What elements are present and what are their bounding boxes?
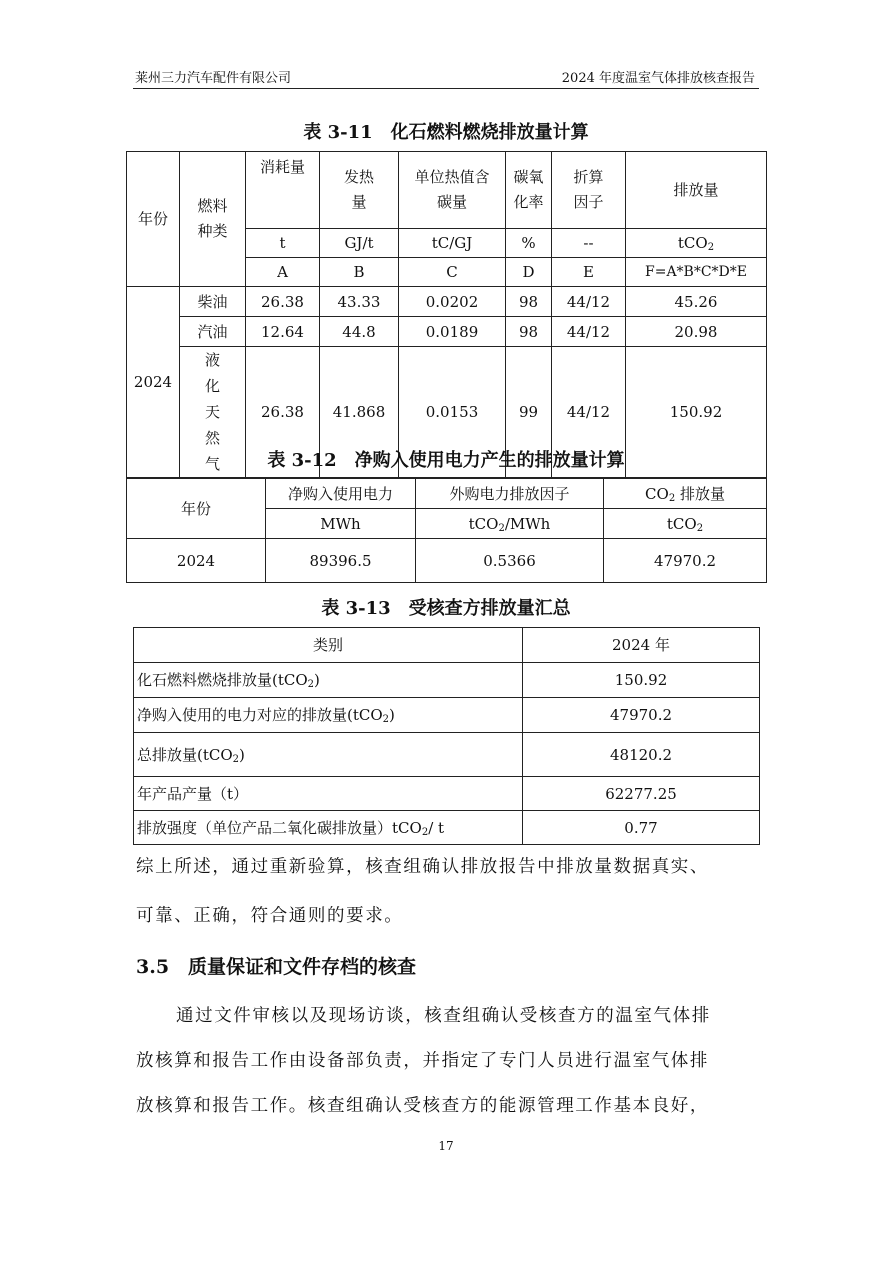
formula-letter: D: [506, 258, 552, 287]
body-line-3: 放核算和报告工作。核查组确认受核查方的能源管理工作基本良好，: [136, 1096, 709, 1116]
carbon-value: 0.0202: [399, 287, 506, 317]
header-category: 类别: [134, 628, 523, 663]
summary-value: 47970.2: [523, 698, 760, 733]
summary-label: 排放强度（单位产品二氧化碳排放量）tCO$_2$/ t: [134, 811, 523, 845]
unit-cell: tCO$_2$/MWh: [416, 509, 604, 539]
unit-cell: --: [552, 229, 626, 258]
table-row: [127, 539, 767, 583]
factor-value: 44/12: [552, 317, 626, 347]
consumption-value: 26.38: [246, 287, 320, 317]
summary-value: 48120.2: [523, 733, 760, 777]
header-report-title: 2024 年度温室气体排放核查报告: [561, 71, 755, 86]
conclusion-line-1: 综上所述，通过重新验算，核查组确认排放报告中排放量数据真实、: [136, 857, 709, 877]
unit-cell: tCO$_2$: [626, 229, 767, 258]
summary-label: 净购入使用的电力对应的排放量(tCO$_2$): [134, 698, 523, 733]
emission-value: 20.98: [626, 317, 767, 347]
summary-value: 0.77: [523, 811, 760, 845]
table-row: [134, 811, 760, 845]
fossil-fuel-table: [126, 151, 767, 478]
heat-value: 43.33: [320, 287, 399, 317]
power-value: 89396.5: [266, 539, 416, 583]
unit-cell: GJ/t: [320, 229, 399, 258]
factor-value: 0.5366: [416, 539, 604, 583]
header-co2-emission: $CO_2$ 排放量: [604, 479, 767, 509]
page-number: 17: [438, 1139, 454, 1153]
unit-cell: tC/GJ: [399, 229, 506, 258]
formula-letter: F=A*B*C*D*E: [626, 258, 767, 287]
table-row: [134, 663, 760, 698]
summary-label: 化石燃料燃烧排放量(tCO$_2$): [134, 663, 523, 698]
section-heading: [136, 952, 416, 979]
year-cell: 2024: [127, 287, 180, 478]
summary-label: 总排放量(tCO$_2$): [134, 733, 523, 777]
formula-letter: C: [399, 258, 506, 287]
header-year: 年份: [127, 479, 266, 539]
summary-value: 150.92: [523, 663, 760, 698]
heat-value: 44.8: [320, 317, 399, 347]
body-line-1: 通过文件审核以及现场访谈，核查组确认受核查方的温室气体排: [176, 1006, 711, 1026]
header-year: 2024 年: [523, 628, 760, 663]
summary-label: 年产品产量（t）: [134, 777, 523, 811]
fuel-name: 柴油: [180, 287, 246, 317]
header-oxidation-rate: 碳氧化率: [506, 152, 552, 229]
summary-value: 62277.25: [523, 777, 760, 811]
table-3-13-caption: 表 3-13 受核查方排放量汇总: [321, 598, 571, 619]
oxidation-value: 98: [506, 317, 552, 347]
body-line-2: 放核算和报告工作由设备部负责，并指定了专门人员进行温室气体排: [136, 1051, 709, 1071]
heat-value: 41.868: [320, 347, 399, 478]
header-consumption: 消耗量: [246, 152, 320, 229]
table-3-12-caption: 表 3-12 净购入使用电力产生的排放量计算: [267, 450, 625, 471]
header-conversion-factor: 折算因子: [552, 152, 626, 229]
table-row: [127, 317, 767, 347]
unit-cell: tCO$_2$: [604, 509, 767, 539]
table-row: [134, 777, 760, 811]
unit-cell: MWh: [266, 509, 416, 539]
header-power-factor: 外购电力排放因子: [416, 479, 604, 509]
conclusion-line-2: 可靠、正确，符合通则的要求。: [136, 906, 404, 926]
carbon-value: 0.0189: [399, 317, 506, 347]
unit-cell: t: [246, 229, 320, 258]
emission-value: 47970.2: [604, 539, 767, 583]
header-company: 莱州三力汽车配件有限公司: [135, 71, 292, 86]
formula-letter: B: [320, 258, 399, 287]
fuel-name: 液化天然气: [180, 347, 246, 478]
fuel-name: 汽油: [180, 317, 246, 347]
page-header: [133, 64, 759, 89]
header-year: 年份: [127, 152, 180, 287]
header-carbon-content: 单位热值含碳量: [399, 152, 506, 229]
formula-letter: A: [246, 258, 320, 287]
table-row: [134, 733, 760, 777]
emission-value: 45.26: [626, 287, 767, 317]
consumption-value: 12.64: [246, 317, 320, 347]
header-emission: 排放量: [626, 152, 767, 229]
factor-value: 44/12: [552, 347, 626, 478]
factor-value: 44/12: [552, 287, 626, 317]
header-fuel-type: 燃料种类: [180, 152, 246, 287]
consumption-value: 26.38: [246, 347, 320, 478]
emission-value: 150.92: [626, 347, 767, 478]
header-heat-value: 发热量: [320, 152, 399, 229]
table-3-11-caption: 表 3-11 化石燃料燃烧排放量计算: [303, 122, 589, 143]
oxidation-value: 98: [506, 287, 552, 317]
table-row: [134, 698, 760, 733]
section-number: 3.5: [136, 956, 170, 978]
year-cell: 2024: [127, 539, 266, 583]
unit-cell: %: [506, 229, 552, 258]
section-title: 质量保证和文件存档的核查: [188, 956, 417, 978]
electricity-table: [126, 478, 767, 583]
table-row: [127, 287, 767, 317]
carbon-value: 0.0153: [399, 347, 506, 478]
formula-letter: E: [552, 258, 626, 287]
summary-table: [133, 627, 760, 845]
oxidation-value: 99: [506, 347, 552, 478]
header-purchased-power: 净购入使用电力: [266, 479, 416, 509]
